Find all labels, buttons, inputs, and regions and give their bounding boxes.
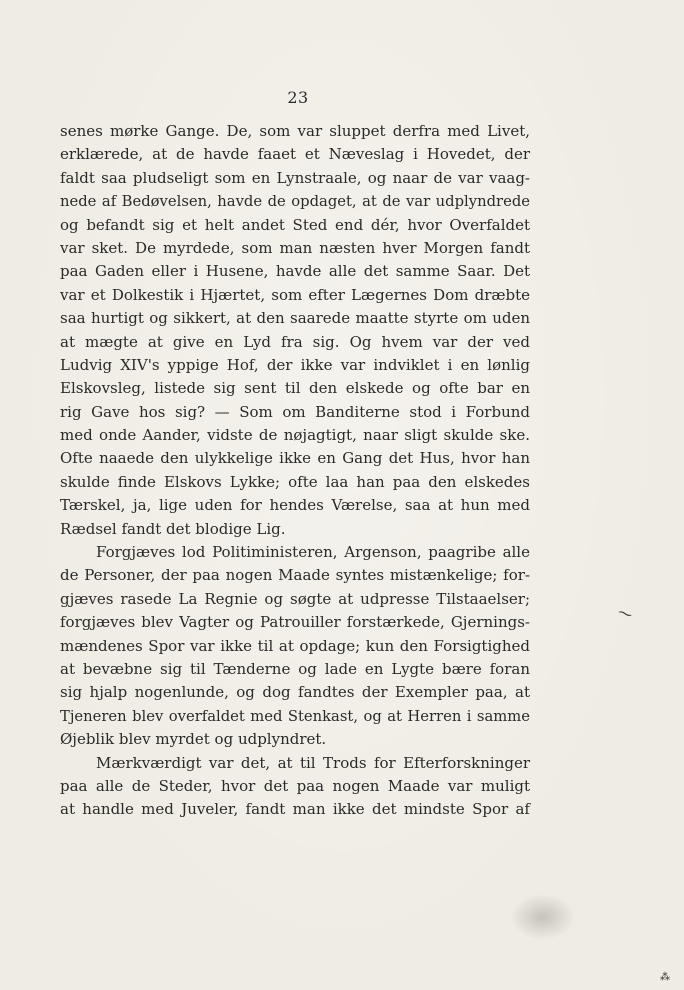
text-line: paa Gaden eller i Husene, havde alle det samme Saar. Det — [60, 262, 530, 281]
text-line: Tjeneren blev overfaldet med Stenkast, og at Herren i samme — [60, 707, 530, 725]
text-line: de Personer, der paa nogen Maade syntes mistænkelige; for- — [60, 566, 530, 585]
text-line: at bevæbne sig til Tænderne og lade en Lygte bære foran — [60, 659, 530, 678]
text-line: saa hurtigt og sikkert, at den saarede maatte styrte om uden — [60, 309, 530, 328]
text-line: var sket. De myrdede, som man næsten hver Morgen fandt — [60, 238, 530, 257]
text-line: skulde finde Elskovs Lykke; ofte laa han paa den elskedes — [60, 472, 530, 491]
text-line: gjæves rasede La Regnie og søgte at udpresse Tilstaaelser; — [60, 589, 530, 608]
text-line: paa alle de Steder, hvor det paa nogen Maade var muligt — [60, 776, 530, 795]
body-text — [60, 120, 530, 822]
text-line: Tærskel, ja, lige uden for hendes Værelse, saa at hun med — [60, 496, 530, 515]
text-line: Ludvig XIV's yppige Hof, der ikke var indviklet i en lønlig — [60, 355, 530, 374]
text-line: Elskovsleg, listede sig sent til den elskede og ofte bar en — [60, 379, 530, 398]
text-line: faldt saa pludseligt som en Lynstraale, og naar de var vaag- — [60, 168, 530, 187]
text-line: forgjæves blev Vagter og Patrouiller forstærkede, Gjernings- — [60, 613, 530, 632]
text-line: erklærede, at de havde faaet et Næveslag i Hovedet, der — [60, 145, 530, 164]
page-number: 23 — [287, 88, 309, 107]
paragraph-start-line: Mærkværdigt var det, at til Trods for Efterforskninger — [96, 753, 530, 772]
corner-mark-icon: ⁂ — [660, 972, 670, 983]
text-line: at handle med Juveler, fandt man ikke det mindste Spor af — [60, 800, 530, 819]
text-line: at mægte at give en Lyd fra sig. Og hvem var der ved — [60, 332, 530, 351]
ink-smudge — [512, 895, 574, 939]
margin-mark-icon: ⁓ — [615, 604, 635, 624]
text-line: rig Gave hos sig? — Som om Banditerne stod i Forbund — [60, 402, 530, 421]
text-line: mændenes Spor var ikke til at opdage; kun den Forsigtighed — [60, 636, 530, 655]
text-line: Ofte naaede den ulykkelige ikke en Gang det Hus, hvor han — [60, 449, 530, 468]
paragraph-end-line: Øjeblik blev myrdet og udplyndret. — [60, 730, 327, 749]
paragraph-end-line: Rædsel fandt det blodige Lig. — [60, 519, 286, 538]
text-line: var et Dolkestik i Hjærtet, som efter Lægernes Dom dræbte — [60, 285, 530, 304]
paragraph-start-line: Forgjæves lod Politiministeren, Argenson, paagribe alle — [96, 543, 530, 562]
text-line: og befandt sig et helt andet Sted end dér, hvor Overfaldet — [60, 215, 530, 234]
text-line: senes mørke Gange. De, som var sluppet derfra med Livet, — [60, 122, 530, 140]
text-line: sig hjalp nogenlunde, og dog fandtes der Exempler paa, at — [60, 683, 530, 702]
text-line: nede af Bedøvelsen, havde de opdaget, at de var udplyndrede — [60, 193, 530, 211]
text-line: med onde Aander, vidste de nøjagtigt, naar sligt skulde ske. — [60, 426, 530, 445]
